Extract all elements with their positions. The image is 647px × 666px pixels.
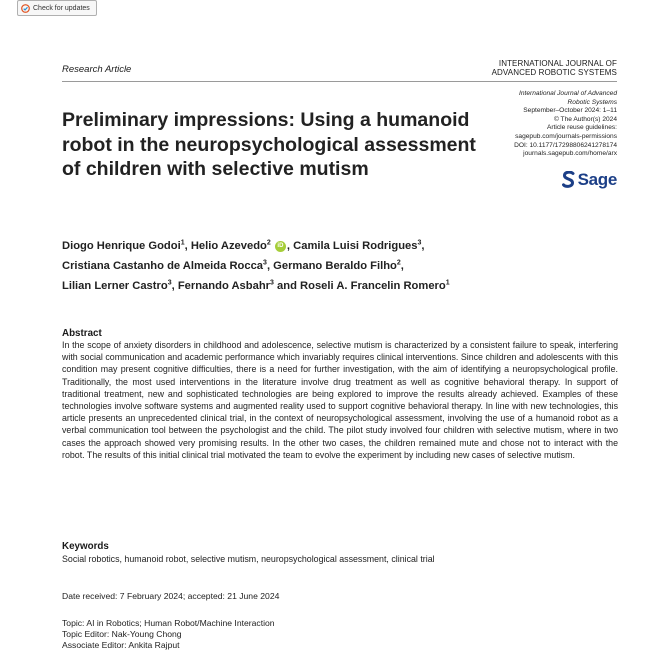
- author-list: [62, 236, 622, 296]
- author-affiliation: 3: [417, 239, 422, 247]
- author: [293, 240, 424, 252]
- author-name: Camila Luisi Rodrigues: [293, 240, 418, 252]
- author: [300, 280, 450, 292]
- author-name: Diogo Henrique Godoi: [62, 240, 181, 252]
- article-metadata: [447, 90, 617, 159]
- author-affiliation: 2: [266, 239, 271, 247]
- orcid-icon[interactable]: iD: [275, 241, 286, 252]
- editor-topic-editor-line: Topic Editor: Nak-Young Chong: [62, 629, 182, 639]
- meta-issue: September–October 2024: 1–11: [523, 107, 617, 115]
- author-affiliation: 2: [396, 259, 401, 267]
- author-separator: ,: [400, 260, 404, 272]
- check-for-updates-label: Check for updates: [33, 4, 90, 12]
- author-name: Helio Azevedo: [190, 240, 267, 252]
- abstract-heading: Abstract: [62, 328, 102, 339]
- author-affiliation: 3: [263, 259, 267, 267]
- editor-info: [62, 618, 275, 651]
- sage-logo-icon: [562, 171, 575, 188]
- meta-journal-line: International Journal of Advanced: [519, 90, 617, 97]
- author-name: Germano Beraldo Filho: [273, 260, 397, 272]
- author-separator: ,: [421, 240, 425, 252]
- author: [62, 240, 188, 252]
- sage-logo-text: Sage: [577, 170, 617, 189]
- author-separator: ,: [266, 260, 271, 272]
- author-name: Lilian Lerner Castro: [62, 280, 168, 292]
- author-affiliation: 1: [445, 279, 450, 287]
- author-affiliation: 3: [270, 279, 274, 287]
- update-check-icon: [21, 4, 30, 13]
- keywords-heading: Keywords: [62, 541, 109, 552]
- author-affiliation: 1: [180, 239, 185, 247]
- author-affiliation: 3: [167, 279, 172, 287]
- author-separator: ,: [184, 240, 188, 252]
- author: [273, 260, 404, 272]
- dates-line: Date received: 7 February 2024; accepted: 21 June 2024: [62, 591, 280, 601]
- meta-copyright: © The Author(s) 2024: [553, 115, 617, 123]
- article-title: Preliminary impressions: Using a humanoid robot in the neuropsychological assessment of children with selective mutism: [62, 109, 476, 180]
- journal-name: [492, 59, 617, 77]
- journal-name-line: INTERNATIONAL JOURNAL OF: [498, 59, 617, 68]
- author-name: Cristiana Castanho de Almeida Rocca: [62, 260, 264, 272]
- abstract-text: In the scope of anxiety disorders in childhood and adolescence, selective mutism is characterized by a consistent failure to speak, interfering with social communication and academic performance which invariably requires clinical interventions. Since children and adolescents with this condition may present cognitive difficulties, there is a need for further investigation, with the aim of identifying a neuropsychological profile. Traditionally, the most used interventions in the literature involve drug treatment as well as cognitive behavioral therapy. In support of traditional treatment, new and sophisticated technologies are being explored to improve the results already achieved. Examples of these technologies involve software systems and augmented reality used to support cognitive behavioral therapy. In line with new technologies, this article presents an unprecedented clinical trial, in the context of neuropsychological assessment, involving the use of a humanoid robot as a verbal communication tool between the psychologist and the child. The pilot study involved four children with selective mutism, where in two cases the approach showed very promising results. In the other two cases, the children remained mute and chose not to interact with the robot. The results of this initial clinical trial motivated the team to evolve the experiment by including new cases of selective mutism.: [62, 340, 618, 460]
- author-name: Roseli A. Francelin Romero: [300, 280, 446, 292]
- author: [178, 280, 297, 292]
- meta-permissions-link[interactable]: sagepub.com/journals-permissions: [515, 132, 617, 140]
- editor-topic-line: Topic: AI in Robotics; Human Robot/Machine Interaction: [62, 618, 275, 628]
- author: [62, 280, 175, 292]
- author: [191, 240, 290, 252]
- header-divider: [62, 81, 617, 82]
- meta-reuse-label: Article reuse guidelines:: [546, 124, 617, 132]
- check-for-updates-badge[interactable]: [17, 0, 97, 16]
- article-type: Research Article: [62, 64, 132, 75]
- publisher-logo: [562, 171, 617, 188]
- journal-name-line: ADVANCED ROBOTIC SYSTEMS: [491, 68, 617, 77]
- author-separator: and: [273, 280, 297, 292]
- editor-associate-line: Associate Editor: Ankita Rajput: [62, 640, 180, 650]
- author-separator: ,: [286, 240, 291, 252]
- author-separator: ,: [171, 280, 175, 292]
- keywords-text: Social robotics, humanoid robot, selective mutism, neuropsychological assessment, clinical trial: [62, 554, 435, 564]
- meta-journal-line: Robotic Systems: [567, 98, 617, 106]
- meta-doi[interactable]: DOI: 10.1177/17298806241278174: [514, 141, 617, 149]
- author: [62, 260, 270, 272]
- author-name: Fernando Asbahr: [177, 280, 271, 292]
- meta-journal-link[interactable]: journals.sagepub.com/home/arx: [523, 150, 617, 158]
